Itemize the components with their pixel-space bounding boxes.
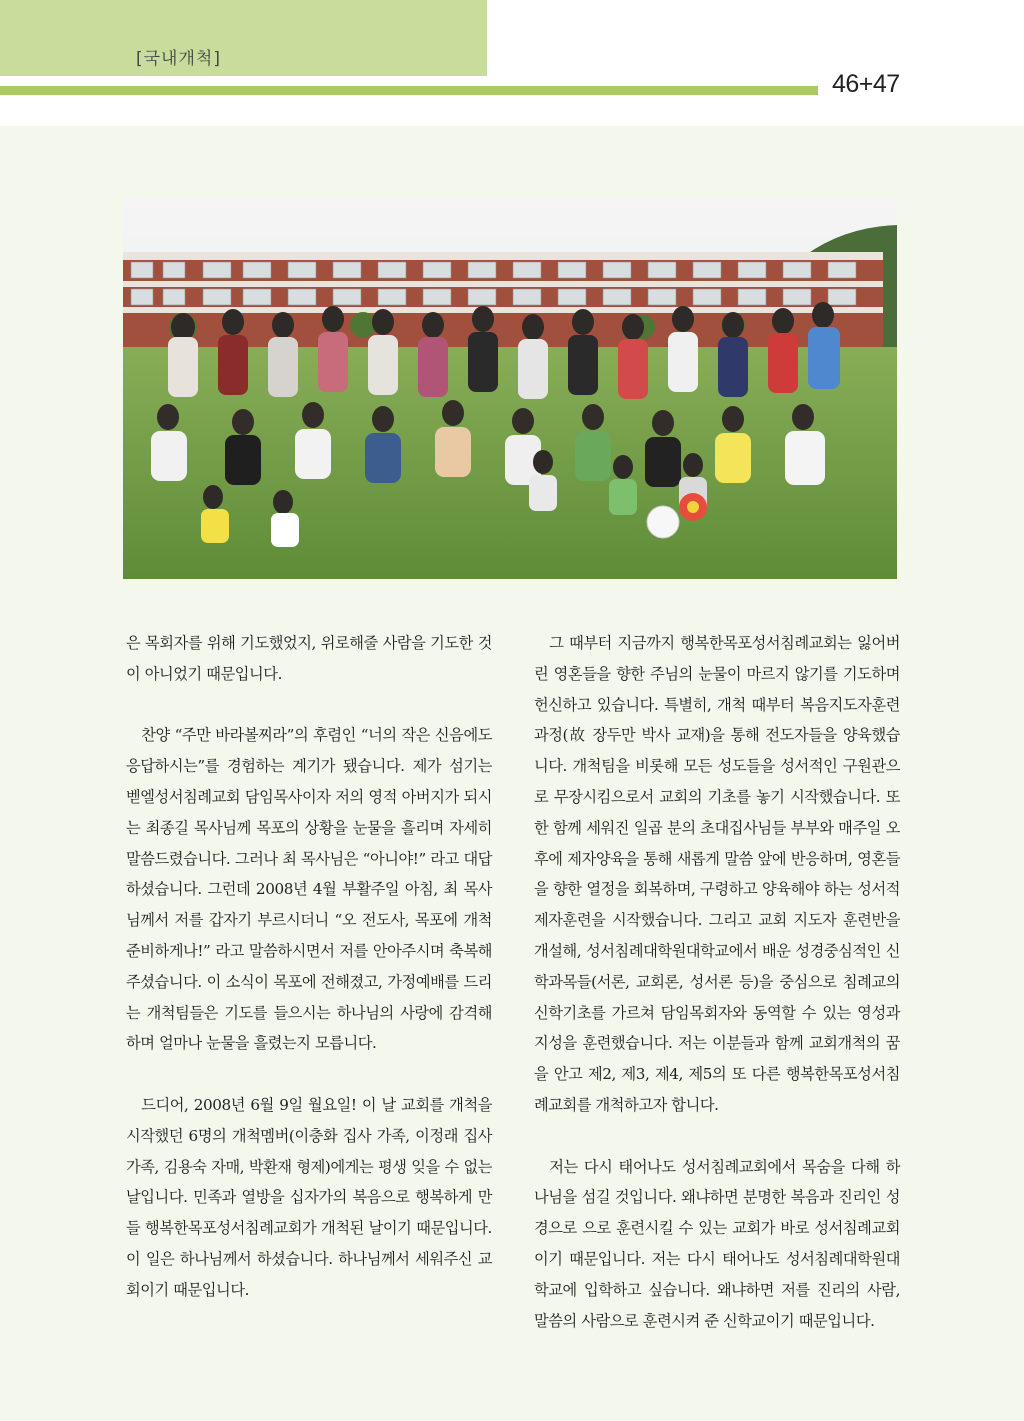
group-photo-icon — [123, 197, 897, 579]
page-numbers: 46+47 — [832, 70, 900, 98]
paragraph: 찬양 “주만 바라볼찌라”의 후렴인 “너의 작은 신음에도 응답하시는”를 경험하는 계기가 됐습니다. 제가 섬기는 벧엘성서침례교회 담임목사이자 저의 영적 아버지가 되시는 최종길 목사님께 목포의 상황을 눈물을 흘리며 자세히 말씀드렸습니다. 그러나 최 목사님은 “아니야!” 라고 대답하셨습니다. 그런데 2008년 4월 부활주일 아침, 최 목사님께서 저를 갑자기 부르시더니 “오 전도사, 목포에 개척준비하게나!” 라고 말씀하시면서 저를 안아주시며 축복해 주셨습니다. 이 소식이 목포에 전해졌고, 가정예배를 드리는 개척팀들은 기도를 들으시는 하나님의 사랑에 감격해하며 얼마나 눈물을 흘렸는지 모릅니다. — [126, 726, 492, 1053]
paragraph: 저는 다시 태어나도 성서침례교회에서 목숨을 다해 하나님을 섬길 것입니다. 왜냐하면 분명한 복음과 진리인 성경으로 으로 훈련시킬 수 있는 교회가 바로 성서침례교회이기 때문입니다. 저는 다시 태어나도 성서침례대학원대학교에 입학하고 싶습니다. 왜냐하면 저를 진리의 사람, 말씀의 사람으로 훈련시켜 준 신학교이기 때문입니다. — [534, 1157, 900, 1330]
paragraph: 그 때부터 지금까지 행복한목포성서침례교회는 잃어버린 영혼들을 향한 주님의 눈물이 마르지 않기를 기도하며 헌신하고 있습니다. 특별히, 개척 때부터 복음지도자훈련 과정(故 장두만 박사 교재)을 통해 전도자들을 양육했습니다. 개척팀을 비롯해 모든 성도들을 성서적인 구원관으로 무장시킴으로서 교회의 기초를 놓기 시작했습니다. 또한 함께 세워진 일곱 분의 초대집사님들 부부와 매주일 오후에 제자양육을 통해 새롭게 말씀 앞에 반응하며, 영혼들을 향한 열정을 회복하며, 구령하고 양육해야 하는 성서적 제자훈련을 시작했습니다. 그리고 교회 지도자 훈련반을 개설해, 성서침례대학원대학교에서 배운 성경중심적인 신학과목들(서론, 교회론, 성서론 등)을 중심으로 침례교의 신학기초를 가르쳐 담임목회자와 동역할 수 있는 영성과 지성을 훈련했습니다. 저는 이분들과 함께 교회개척의 꿈을 안고 제2, 제3, 제4, 제5의 또 다른 행복한목포성서침례교회를 개척하고자 합니다. — [534, 634, 900, 1114]
group-photo — [123, 197, 897, 579]
page-header — [0, 0, 1024, 126]
paragraph: 드디어, 2008년 6월 9일 월요일! 이 날 교회를 개척을 시작했던 6명의 개척멤버(이충화 집사 가족, 이정래 집사 가족, 김용숙 자매, 박환재 형제)에게는 평생 잊을 수 없는 날입니다. 민족과 열방을 십자가의 복음으로 행복하게 만들 행복한목포성서침례교회가 개척된 날이기 때문입니다. 이 일은 하나님께서 하셨습니다. 하나님께서 세워주신 교회이기 때문입니다. — [126, 1095, 492, 1299]
article-left-column — [126, 628, 492, 1306]
article-right-column — [534, 628, 900, 1336]
paragraph: 은 목회자를 위해 기도했었지, 위로해줄 사람을 기도한 것이 아니었기 때문입니다. — [126, 634, 492, 683]
section-label: [국내개척] — [136, 49, 221, 69]
header-rule — [0, 86, 818, 95]
section-tab — [0, 0, 487, 76]
